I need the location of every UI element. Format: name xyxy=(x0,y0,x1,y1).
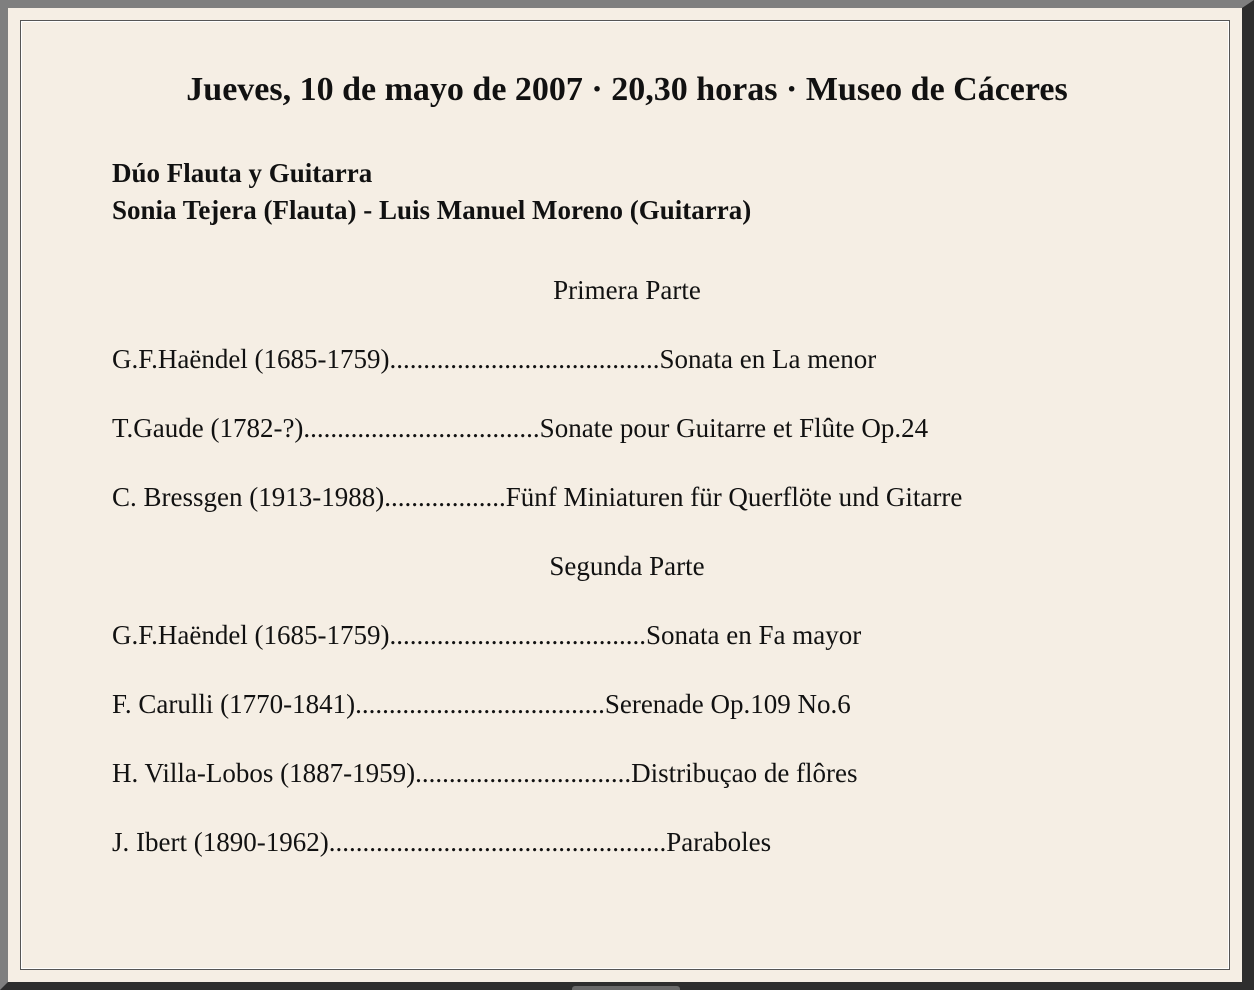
leader-dots: ........................................ xyxy=(389,344,660,374)
leader-dots: ................................ xyxy=(415,758,632,788)
program-item xyxy=(112,479,962,515)
program-item xyxy=(112,617,861,653)
composer: J. Ibert (1890-1962) xyxy=(112,827,329,857)
program-item xyxy=(112,410,928,446)
leader-dots: .................. xyxy=(384,482,506,512)
work-title: Sonata en La menor xyxy=(659,344,877,374)
work-title: Paraboles xyxy=(666,827,772,857)
ensemble-title: Dúo Flauta y Guitarra xyxy=(112,158,373,188)
composer: H. Villa-Lobos (1887-1959) xyxy=(112,758,416,788)
leader-dots: .................................................. xyxy=(328,827,667,857)
program-item xyxy=(112,755,858,791)
program-item xyxy=(112,824,771,860)
composer: F. Carulli (1770-1841) xyxy=(112,689,356,719)
program-item xyxy=(112,341,876,377)
composer: T.Gaude (1782-?) xyxy=(112,413,304,443)
composer: C. Bressgen (1913-1988) xyxy=(112,482,385,512)
scroll-tab xyxy=(572,986,680,990)
work-title: Fünf Miniaturen für Querflöte und Gitarre xyxy=(505,482,963,512)
leader-dots: ...................................... xyxy=(389,620,647,650)
composer: G.F.Haëndel (1685-1759) xyxy=(112,344,390,374)
work-title: Serenade Op.109 No.6 xyxy=(604,689,851,719)
leader-dots: ................................... xyxy=(303,413,540,443)
work-title: Sonata en Fa mayor xyxy=(646,620,862,650)
work-title: Sonate pour Guitarre et Flûte Op.24 xyxy=(539,413,929,443)
part-two-heading: Segunda Parte xyxy=(549,551,705,581)
program-item xyxy=(112,686,851,722)
leader-dots: ..................................... xyxy=(355,689,605,719)
part-one-heading: Primera Parte xyxy=(553,275,701,305)
ensemble-performers: Sonia Tejera (Flauta) - Luis Manuel Moreno (Guitarra) xyxy=(112,195,752,225)
concert-headline: Jueves, 10 de mayo de 2007 · 20,30 horas · Museo de Cáceres xyxy=(186,71,1068,108)
work-title: Distribuçao de flôres xyxy=(631,758,858,788)
composer: G.F.Haëndel (1685-1759) xyxy=(112,620,390,650)
